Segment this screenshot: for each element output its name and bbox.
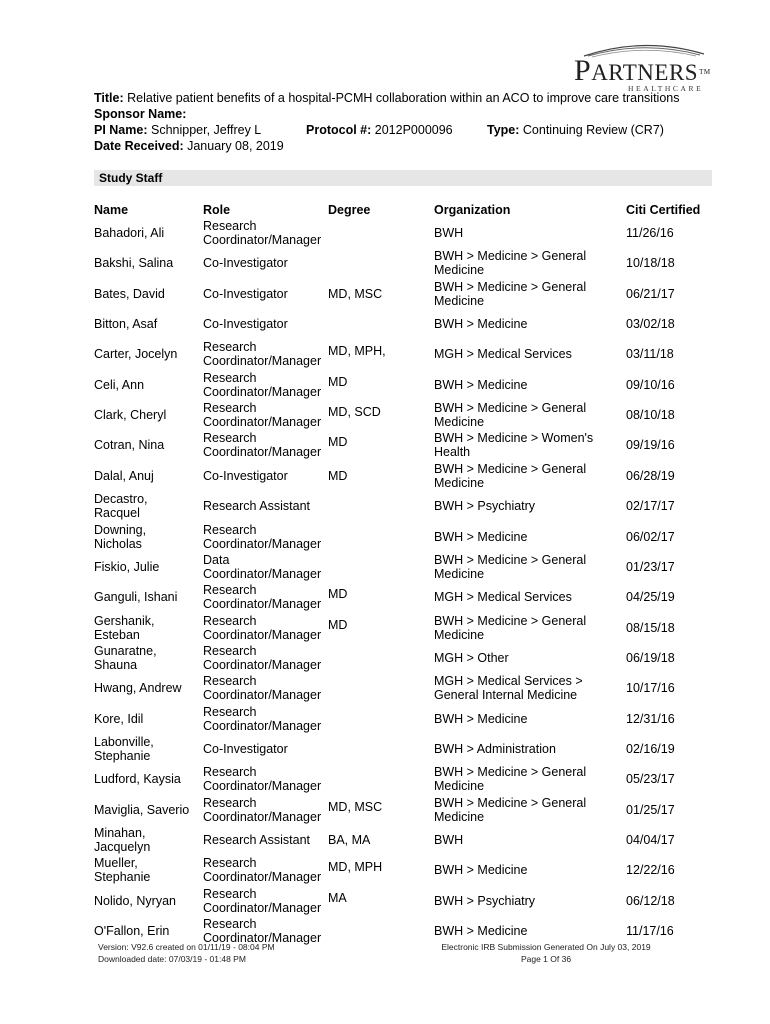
cell-line: BWH > Medicine > General <box>434 401 587 416</box>
cell-line: 01/25/17 <box>626 802 675 817</box>
date-line <box>94 139 284 153</box>
cell-line: Coordinator/Manager <box>203 597 322 612</box>
date-value: January 08, 2019 <box>187 139 284 153</box>
cell-line: Medicine <box>434 415 485 430</box>
cell-line: Research <box>203 219 257 233</box>
cell-role <box>203 219 321 247</box>
cell-line: Coordinator/Manager <box>203 627 322 642</box>
cell-line: Coordinator/Manager <box>203 415 322 430</box>
section-title: Study Staff <box>99 171 163 185</box>
cell-line: 06/28/19 <box>626 468 675 483</box>
logo-brand: PARTNERS™ <box>574 54 711 87</box>
cell-org <box>434 712 527 726</box>
cell-line: MD <box>328 617 348 632</box>
cell-name <box>94 226 164 240</box>
cell-line: Nicholas <box>94 536 142 551</box>
cell-line: 06/19/18 <box>626 650 675 665</box>
cell-line: General Internal Medicine <box>434 688 578 703</box>
sponsor-line <box>94 107 186 121</box>
cell-org <box>434 590 572 604</box>
protocol-value: 2012P000096 <box>374 123 453 137</box>
cell-role <box>203 469 288 483</box>
cell-org <box>434 614 586 642</box>
cell-line: MD, SCD <box>328 405 381 420</box>
cell-line: Research Assistant <box>203 833 310 847</box>
cell-line: BWH > Medicine <box>434 529 528 544</box>
cell-org <box>434 833 463 847</box>
cell-line: Bahadori, Ali <box>94 226 165 240</box>
cell-role <box>203 553 321 581</box>
cell-org <box>434 651 509 665</box>
cell-line: MD, MPH <box>328 860 383 875</box>
type-line <box>487 123 664 137</box>
cell-citi <box>626 621 675 635</box>
col-head-degree: Degree <box>328 203 371 217</box>
cell-line: BWH > Administration <box>434 741 556 756</box>
cell-line: MD, MSC <box>328 286 383 301</box>
cell-line: BWH <box>434 833 464 847</box>
cell-name <box>94 523 146 551</box>
cell-org <box>434 894 535 908</box>
cell-name <box>94 287 165 301</box>
cell-line: 03/11/18 <box>626 347 674 362</box>
cell-name <box>94 826 150 854</box>
cell-line: BWH > Psychiatry <box>434 893 536 908</box>
cell-citi <box>626 408 675 422</box>
cell-role <box>203 401 321 429</box>
cell-line: 06/12/18 <box>626 893 675 908</box>
cell-role <box>203 833 310 847</box>
cell-degree <box>328 375 347 389</box>
cell-citi <box>626 560 675 574</box>
cell-role <box>203 317 288 331</box>
cell-org <box>434 378 527 392</box>
cell-name <box>94 856 150 884</box>
cell-org <box>434 553 586 581</box>
cell-line: Research <box>203 765 257 780</box>
cell-name <box>94 894 176 908</box>
cell-role <box>203 340 321 368</box>
cell-line: Clark, Cheryl <box>94 408 167 423</box>
cell-line: Coordinator/Manager <box>203 445 322 460</box>
cell-line: 11/17/16 <box>626 924 674 939</box>
cell-degree <box>328 435 347 449</box>
footer-version: Version: V92.6 created on 01/11/19 - 08:04 PM <box>98 942 275 952</box>
cell-org <box>434 530 527 544</box>
cell-line: Medicine <box>434 475 485 490</box>
logo-subtitle: HEALTHCARE <box>628 84 704 93</box>
cell-line: Coordinator/Manager <box>203 688 322 703</box>
cell-line: MGH > Medical Services <box>434 590 572 605</box>
cell-citi <box>626 378 675 392</box>
title-line <box>94 91 679 105</box>
cell-role <box>203 765 321 793</box>
cell-line: Research <box>203 856 257 871</box>
cell-org <box>434 347 572 361</box>
cell-line: Coordinator/Manager <box>203 536 322 551</box>
sponsor-label: Sponsor Name: <box>94 107 187 121</box>
cell-line: Coordinator/Manager <box>203 657 322 672</box>
footer-left <box>98 941 275 965</box>
cell-line: Research <box>203 370 257 385</box>
cell-line: Hwang, Andrew <box>94 681 182 696</box>
cell-line: Gunaratne, <box>94 643 157 658</box>
cell-line: Minahan, <box>94 826 146 840</box>
cell-line: Coordinator/Manager <box>203 566 322 581</box>
cell-line: Data <box>203 552 230 567</box>
cell-citi <box>626 256 675 270</box>
cell-name <box>94 438 164 452</box>
col-head-citi: Citi Certified <box>626 203 701 217</box>
cell-role <box>203 887 321 915</box>
cell-line: MGH > Other <box>434 650 509 665</box>
cell-name <box>94 560 159 574</box>
cell-line: O'Fallon, Erin <box>94 924 170 939</box>
cell-role <box>203 583 321 611</box>
cell-degree <box>328 618 347 632</box>
cell-degree <box>328 800 382 814</box>
cell-line: 09/19/16 <box>626 438 675 453</box>
cell-degree <box>328 287 382 301</box>
cell-citi <box>626 469 675 483</box>
footer-right <box>432 941 660 965</box>
cell-citi <box>626 651 675 665</box>
cell-citi <box>626 863 675 877</box>
cell-role <box>203 256 288 270</box>
cell-line: Research <box>203 643 257 658</box>
cell-line: 02/16/19 <box>626 741 675 756</box>
cell-org <box>434 280 586 308</box>
cell-role <box>203 742 288 756</box>
cell-line: 04/25/19 <box>626 590 675 605</box>
cell-citi <box>626 287 675 301</box>
cell-org <box>434 796 586 824</box>
title-value: Relative patient benefits of a hospital-PCMH collaboration within an ACO to improve care transitions <box>127 91 680 105</box>
cell-line: 11/26/16 <box>626 226 674 240</box>
pi-label: PI Name: <box>94 123 148 137</box>
cell-line: BWH > Medicine > General <box>434 552 587 567</box>
protocol-line <box>306 123 453 137</box>
study-staff-section-bar <box>94 170 712 186</box>
cell-line: Jacquelyn <box>94 840 151 854</box>
cell-line: 01/23/17 <box>626 559 675 574</box>
cell-line: Ludford, Kaysia <box>94 772 181 787</box>
cell-line: Mueller, <box>94 856 138 871</box>
cell-line: Maviglia, Saverio <box>94 802 190 817</box>
cell-role <box>203 674 321 702</box>
cell-role <box>203 796 321 824</box>
cell-line: 06/02/17 <box>626 529 675 544</box>
cell-role <box>203 499 310 513</box>
type-value: Continuing Review (CR7) <box>522 123 664 137</box>
cell-org <box>434 863 527 877</box>
cell-line: Gershanik, <box>94 613 155 628</box>
cell-line: Co-Investigator <box>203 256 288 271</box>
cell-line: 04/04/17 <box>626 833 675 847</box>
cell-line: Bakshi, Salina <box>94 256 174 271</box>
cell-line: Coordinator/Manager <box>203 384 322 399</box>
cell-degree <box>328 833 370 847</box>
cell-line: Research <box>203 522 257 537</box>
cell-line: Stephanie <box>94 870 151 885</box>
cell-line: Research Assistant <box>203 499 310 514</box>
cell-line: Coordinator/Manager <box>203 718 322 733</box>
cell-line: 10/17/16 <box>626 681 675 696</box>
cell-line: Labonville, <box>94 734 154 749</box>
cell-name <box>94 772 181 786</box>
cell-line: Coordinator/Manager <box>203 870 322 885</box>
cell-line: 09/10/16 <box>626 377 675 392</box>
cell-org <box>434 249 586 277</box>
cell-line: BA, MA <box>328 833 371 847</box>
cell-name <box>94 469 154 483</box>
cell-line: BWH > Medicine > General <box>434 461 587 476</box>
cell-line: Coordinator/Manager <box>203 354 322 369</box>
cell-line: Co-Investigator <box>203 317 288 332</box>
cell-name <box>94 735 154 763</box>
cell-name <box>94 408 166 422</box>
cell-degree <box>328 587 347 601</box>
cell-name <box>94 347 177 361</box>
cell-citi <box>626 924 674 938</box>
cell-line: 02/17/17 <box>626 499 675 514</box>
cell-line: 06/21/17 <box>626 286 675 301</box>
cell-role <box>203 287 288 301</box>
cell-line: Coordinator/Manager <box>203 233 322 247</box>
col-head-role: Role <box>203 203 231 217</box>
cell-line: BWH > Medicine > General <box>434 249 587 264</box>
cell-line: Medicine <box>434 627 485 642</box>
cell-org <box>434 742 556 756</box>
cell-line: Research <box>203 795 257 810</box>
cell-citi <box>626 803 675 817</box>
pi-line <box>94 123 261 137</box>
cell-line: MD, MPH, <box>328 344 386 359</box>
cell-line: Medicine <box>434 779 485 794</box>
cell-line: 05/23/17 <box>626 772 675 787</box>
cell-citi <box>626 499 675 513</box>
col-head-name: Name <box>94 203 129 217</box>
cell-role <box>203 644 321 672</box>
cell-line: Medicine <box>434 293 485 308</box>
cell-line: Cotran, Nina <box>94 438 165 453</box>
cell-degree <box>328 405 381 419</box>
cell-line: BWH > Medicine <box>434 317 528 332</box>
cell-line: MGH > Medical Services <box>434 347 572 362</box>
col-head-organization: Organization <box>434 203 511 217</box>
cell-line: Co-Investigator <box>203 468 288 483</box>
cell-role <box>203 431 321 459</box>
cell-line: Downing, <box>94 522 147 537</box>
date-label: Date Received: <box>94 139 184 153</box>
cell-name <box>94 614 154 642</box>
cell-org <box>434 226 463 240</box>
cell-name <box>94 644 157 672</box>
cell-line: BWH > Medicine > General <box>434 795 587 810</box>
cell-line: MD <box>328 435 348 450</box>
cell-line: Research <box>203 886 257 901</box>
cell-line: BWH <box>434 226 464 240</box>
cell-line: Research <box>203 340 257 355</box>
cell-name <box>94 378 144 392</box>
cell-citi <box>626 530 675 544</box>
cell-line: Coordinator/Manager <box>203 809 322 824</box>
cell-line: 08/10/18 <box>626 408 675 423</box>
cell-org <box>434 317 527 331</box>
footer-generated: Electronic IRB Submission Generated On July 03, 2019 <box>441 942 651 952</box>
cell-citi <box>626 226 674 240</box>
cell-line: Esteban <box>94 627 140 642</box>
title-label: Title: <box>94 91 124 105</box>
cell-line: Medicine <box>434 809 485 824</box>
cell-line: 03/02/18 <box>626 317 675 332</box>
cell-org <box>434 924 527 938</box>
cell-org <box>434 765 586 793</box>
pi-value: Schnipper, Jeffrey L <box>150 123 262 137</box>
cell-line: Research <box>203 583 257 598</box>
type-label: Type: <box>487 123 520 137</box>
cell-degree <box>328 344 386 358</box>
cell-org <box>434 462 586 490</box>
cell-line: Fiskio, Julie <box>94 559 160 574</box>
cell-org <box>434 431 593 459</box>
cell-line: MA <box>328 890 347 905</box>
cell-role <box>203 856 321 884</box>
footer-downloaded: Downloaded date: 07/03/19 - 01:48 PM <box>98 954 246 964</box>
cell-line: BWH > Medicine <box>434 711 528 726</box>
cell-line: Bates, David <box>94 286 165 301</box>
cell-line: Carter, Jocelyn <box>94 347 178 362</box>
cell-line: Research <box>203 431 257 446</box>
cell-line: Celi, Ann <box>94 377 145 392</box>
cell-line: Coordinator/Manager <box>203 779 322 794</box>
cell-name <box>94 256 173 270</box>
cell-line: Racquel <box>94 506 140 521</box>
cell-line: Dalal, Anuj <box>94 468 154 483</box>
cell-line: Co-Investigator <box>203 741 288 756</box>
cell-line: BWH > Medicine > Women's <box>434 431 594 446</box>
cell-line: MGH > Medical Services > <box>434 674 583 689</box>
cell-line: Research <box>203 674 257 689</box>
cell-name <box>94 681 182 695</box>
cell-line: Health <box>434 445 471 460</box>
cell-line: BWH > Medicine <box>434 863 528 878</box>
cell-degree <box>328 469 347 483</box>
cell-line: BWH > Psychiatry <box>434 499 536 514</box>
cell-line: MD <box>328 468 348 483</box>
cell-line: Stephanie <box>94 748 151 763</box>
cell-citi <box>626 772 675 786</box>
cell-line: Co-Investigator <box>203 286 288 301</box>
cell-role <box>203 705 321 733</box>
cell-name <box>94 924 169 938</box>
protocol-label: Protocol #: <box>306 123 372 137</box>
cell-line: Medicine <box>434 263 485 278</box>
partners-healthcare-logo <box>574 40 714 93</box>
cell-line: Bitton, Asaf <box>94 317 158 332</box>
cell-line: BWH > Medicine > General <box>434 613 587 628</box>
cell-citi <box>626 833 675 847</box>
cell-name <box>94 317 157 331</box>
cell-line: MD <box>328 587 348 602</box>
cell-line: MD, MSC <box>328 799 383 814</box>
cell-role <box>203 371 321 399</box>
cell-name <box>94 712 143 726</box>
cell-citi <box>626 590 675 604</box>
cell-line: BWH > Medicine > General <box>434 279 587 294</box>
cell-line: Medicine <box>434 566 485 581</box>
cell-name <box>94 492 148 520</box>
cell-name <box>94 590 177 604</box>
cell-citi <box>626 438 675 452</box>
cell-line: BWH > Medicine > General <box>434 765 587 780</box>
cell-citi <box>626 681 675 695</box>
cell-line: Research <box>203 917 257 932</box>
cell-line: MD <box>328 374 348 389</box>
cell-line: BWH > Medicine <box>434 924 528 939</box>
cell-line: Research <box>203 613 257 628</box>
cell-citi <box>626 894 675 908</box>
cell-citi <box>626 742 675 756</box>
cell-line: 12/31/16 <box>626 711 675 726</box>
cell-line: Coordinator/Manager <box>203 900 322 915</box>
cell-name <box>94 803 189 817</box>
cell-line: 10/18/18 <box>626 256 675 271</box>
cell-line: BWH > Medicine <box>434 377 528 392</box>
cell-citi <box>626 317 675 331</box>
cell-role <box>203 614 321 642</box>
cell-citi <box>626 712 675 726</box>
cell-degree <box>328 891 347 905</box>
cell-line: Decastro, <box>94 492 148 507</box>
footer-page: Page 1 Of 36 <box>520 954 572 964</box>
cell-line: Nolido, Nyryan <box>94 893 176 908</box>
cell-line: Kore, Idil <box>94 711 144 726</box>
cell-line: Research <box>203 401 257 416</box>
cell-org <box>434 674 583 702</box>
cell-org <box>434 401 586 429</box>
cell-line: 12/22/16 <box>626 863 675 878</box>
cell-citi <box>626 347 674 361</box>
cell-degree <box>328 860 382 874</box>
cell-line: Coordinator/Manager <box>203 931 322 946</box>
cell-line: 08/15/18 <box>626 620 675 635</box>
cell-line: Ganguli, Ishani <box>94 590 178 605</box>
cell-line: Shauna <box>94 657 138 672</box>
cell-line: Research <box>203 704 257 719</box>
cell-org <box>434 499 535 513</box>
cell-role <box>203 523 321 551</box>
